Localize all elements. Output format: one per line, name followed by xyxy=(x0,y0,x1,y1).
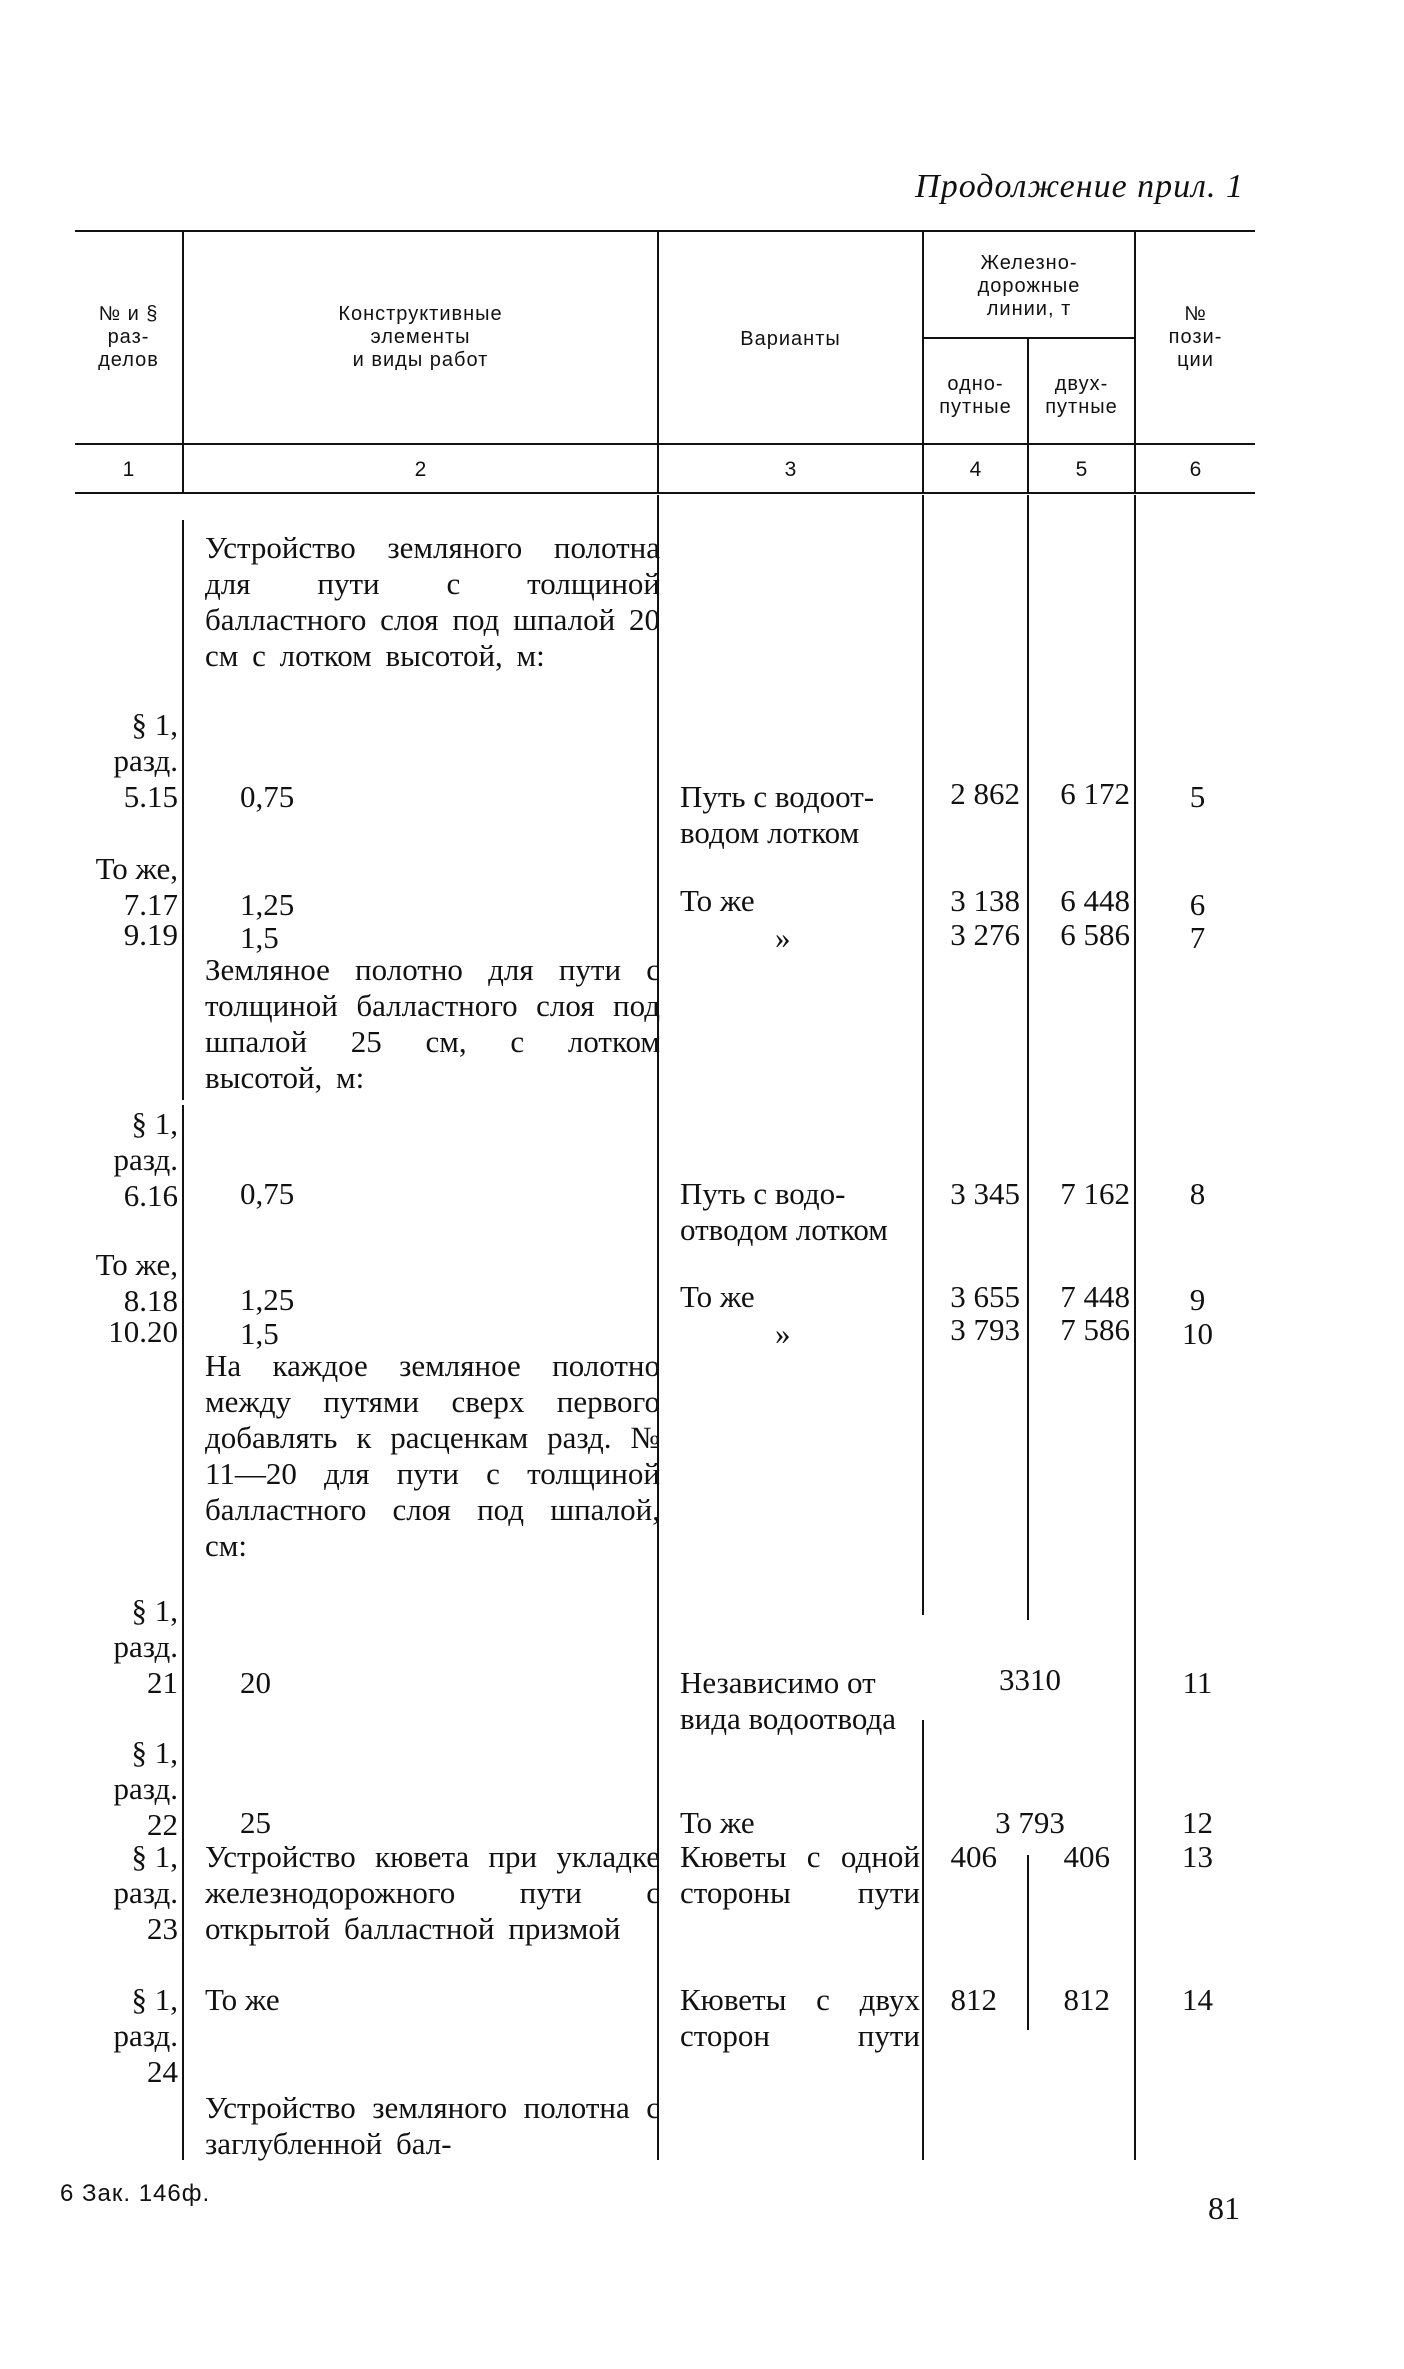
row-pos-8: 8 xyxy=(1189,1176,1206,1211)
running-head: Продолжение прил. 1 xyxy=(915,168,1244,205)
section-heading-3: На каждое земляное полотно между путями сверх первого добавлять к расценкам разд. № 11—20 для пути с толщиной балластного слоя под шпалой, см: xyxy=(205,1348,660,1563)
row-double-10: 7 586 xyxy=(1060,1312,1130,1347)
row-variant-12: То же xyxy=(680,1805,755,1840)
column-number-6: 6 xyxy=(1189,458,1202,481)
row-pos-12: 12 xyxy=(1182,1805,1213,1840)
row-variant-8: Путь с водо- отводом лотком xyxy=(680,1176,888,1247)
column-number-5: 5 xyxy=(1075,458,1088,481)
row-merged-12: 3 793 xyxy=(995,1805,1065,1840)
header-col2: Конструктивные элементы и виды работ xyxy=(338,303,503,371)
row-elem-8: 0,75 xyxy=(240,1176,295,1211)
row-elem-6: 1,25 xyxy=(240,887,295,922)
row-ref-8: § 1, разд. 6.16 xyxy=(113,1106,178,1213)
row-ref-11: § 1, разд. 21 xyxy=(113,1593,178,1700)
row-double-9: 7 448 xyxy=(1060,1279,1130,1314)
body-divider-4b xyxy=(1027,1855,1029,2030)
row-ref-14: § 1, разд. 24 xyxy=(113,1982,178,2089)
row-pos-10: 10 xyxy=(1182,1316,1213,1351)
row-pos-14: 14 xyxy=(1182,1982,1213,2017)
row-pos-6: 6 xyxy=(1189,887,1206,922)
row-double-7: 6 586 xyxy=(1060,917,1130,952)
row-single-8: 3 345 xyxy=(950,1176,1020,1211)
row-elem-7: 1,5 xyxy=(240,920,279,955)
row-elem-12: 25 xyxy=(240,1805,271,1840)
body-divider-5 xyxy=(1134,495,1136,2160)
header-col4: одно- путные xyxy=(939,373,1012,418)
section-heading-2: Земляное полотно для пути с толщиной балластного слоя под шпалой 25 см, с лотком высотой, м: xyxy=(205,952,660,1095)
row-ref-10: 10.20 xyxy=(108,1314,178,1349)
row-pos-7: 7 xyxy=(1189,920,1206,955)
row-variant-7: » xyxy=(775,920,791,955)
row-merged-11: 3310 xyxy=(999,1662,1061,1697)
row-single-7: 3 276 xyxy=(950,917,1020,952)
row-single-9: 3 655 xyxy=(950,1279,1020,1314)
row-pos-9: 9 xyxy=(1189,1282,1206,1317)
page-number: 81 xyxy=(1208,2190,1240,2226)
body-divider-4a xyxy=(1027,495,1029,1620)
footer-order-note: 6 Зак. 146ф. xyxy=(60,2180,211,2207)
body-divider-1b xyxy=(182,1105,184,2160)
header-col5: двух- путные xyxy=(1045,373,1118,418)
row-elem-9: 1,25 xyxy=(240,1282,295,1317)
row-ref-13: § 1, разд. 23 xyxy=(113,1839,178,1946)
row-elem-13: Устройство кювета при укладке железнодорожного пути с открытой балластной призмой xyxy=(205,1839,660,1946)
row-elem-11: 20 xyxy=(240,1665,271,1700)
row-elem-5: 0,75 xyxy=(240,779,295,814)
row-variant-11: Независимо от вида водоотвода xyxy=(680,1665,897,1736)
row-ref-6: То же, 7.17 xyxy=(95,851,178,922)
row-single-14: 812 xyxy=(950,1982,997,2017)
row-double-5: 6 172 xyxy=(1060,776,1130,811)
row-variant-9: То же xyxy=(680,1279,755,1314)
section-heading-1: Устройство земляного полотна для пути с толщиной балластного слоя под шпалой 20 см с лотком высотой, м: xyxy=(205,530,660,673)
table-top-rule xyxy=(75,230,1255,232)
row-variant-6: То же xyxy=(680,883,755,918)
row-single-5: 2 862 xyxy=(950,776,1020,811)
row-ref-9: То же, 8.18 xyxy=(95,1247,178,1318)
row-pos-5: 5 xyxy=(1189,779,1206,814)
column-number-3: 3 xyxy=(784,458,797,481)
col-divider-2 xyxy=(657,230,659,492)
header-col3: Варианты xyxy=(740,328,841,350)
row-elem-14: То же xyxy=(205,1982,280,2017)
row-single-6: 3 138 xyxy=(950,883,1020,918)
row-pos-13: 13 xyxy=(1182,1839,1213,1874)
column-number-4: 4 xyxy=(969,458,982,481)
body-divider-1 xyxy=(182,520,184,1100)
row-single-13: 406 xyxy=(950,1839,997,1874)
row-variant-5: Путь с водоот- водом лотком xyxy=(680,779,875,850)
header-col1: № и § раз- делов xyxy=(98,303,159,371)
row-double-8: 7 162 xyxy=(1060,1176,1130,1211)
header-col6: № пози- ции xyxy=(1168,303,1223,371)
body-divider-3b xyxy=(922,1720,924,2160)
row-elem-10: 1,5 xyxy=(240,1316,279,1351)
body-divider-3a xyxy=(922,495,924,1615)
row-double-14: 812 xyxy=(1063,1982,1110,2017)
section-heading-5: Устройство земляного полотна с заглубленной бал- xyxy=(205,2090,660,2161)
numbers-bottom-rule xyxy=(75,492,1255,494)
header-col45-group: Железно- дорожные линии, т xyxy=(977,252,1081,320)
header-bottom-rule xyxy=(75,443,1255,445)
row-double-13: 406 xyxy=(1063,1839,1110,1874)
row-ref-12: § 1, разд. 22 xyxy=(113,1735,178,1842)
column-number-2: 2 xyxy=(414,458,427,481)
row-ref-5: § 1, разд. 5.15 xyxy=(113,707,178,814)
row-double-6: 6 448 xyxy=(1060,883,1130,918)
row-single-10: 3 793 xyxy=(950,1312,1020,1347)
row-pos-11: 11 xyxy=(1182,1665,1213,1700)
row-variant-13: Кюветы с одной стороны пути xyxy=(680,1839,920,1910)
column-number-1: 1 xyxy=(122,458,135,481)
row-variant-10: » xyxy=(775,1316,791,1351)
row-ref-7: 9.19 xyxy=(123,917,178,952)
row-variant-14: Кюветы с двух сторон пути xyxy=(680,1982,920,2053)
